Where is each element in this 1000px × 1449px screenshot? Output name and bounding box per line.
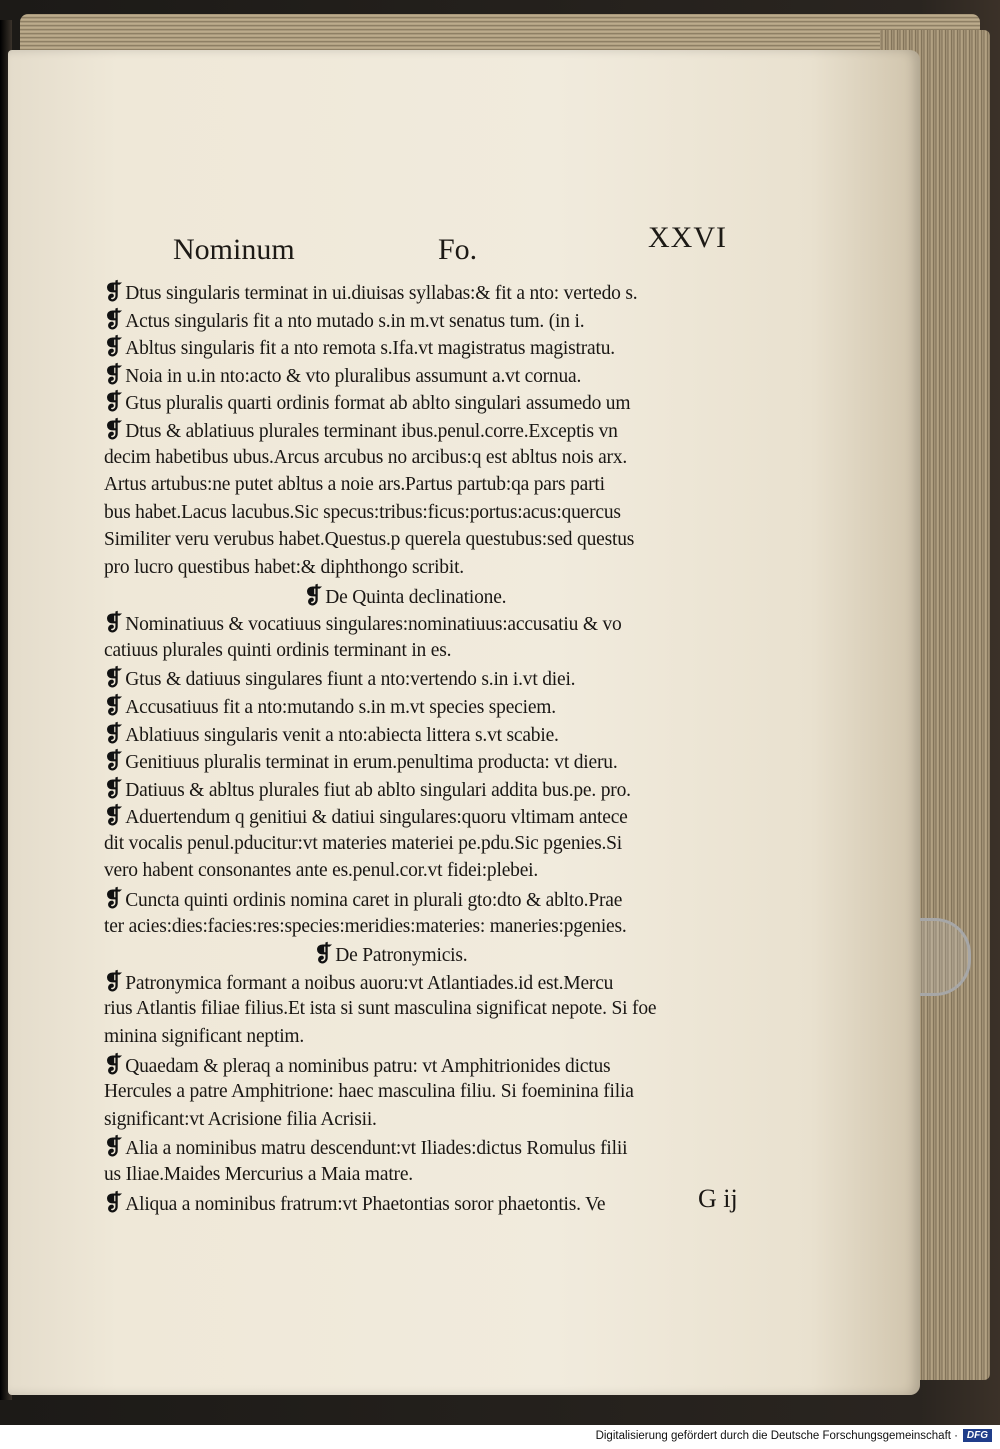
line-text: Alia a nominibus matru descendunt:vt Iliades:dictus Romulus filii — [125, 1138, 628, 1160]
line-text: Similiter veru verubus habet.Questus.p querela questubus:sed questus — [104, 529, 635, 551]
paragraph-mark-icon: ❡ — [104, 775, 123, 801]
line-text: Hercules a patre Amphitrione: haec masculina filiu. Si foeminina filia — [104, 1081, 634, 1103]
line-text: catiuus plurales quinti ordinis terminant in es. — [104, 639, 452, 661]
line-text: pro lucro questibus habet:& diphthongo scribit. — [104, 556, 464, 578]
line-text: Aliqua a nominibus fratrum:vt Phaetontias soror phaetontis. Ve — [125, 1193, 606, 1215]
paragraph-mark-icon: ❡ — [104, 692, 123, 718]
line-text: Abltus singularis fit a nto remota s.Ifa.vt magistratus magistratu. — [125, 338, 615, 360]
text-line — [104, 554, 804, 582]
header-left: Nominum — [173, 233, 295, 266]
text-line — [104, 1078, 804, 1106]
line-text: Noia in u.in nto:acto & vto pluralibus assumunt a.vt cornua. — [125, 365, 582, 387]
line-text: vero habent consonantes ante es.penul.cor.vt fidei:plebei. — [104, 860, 539, 882]
paragraph-mark-icon: ❡ — [104, 416, 123, 442]
line-text: Genitiuus pluralis terminat in erum.penultima producta: vt dieru. — [125, 752, 618, 774]
line-text: minina significant neptim. — [104, 1026, 305, 1048]
line-text: Actus singularis fit a nto mutado s.in m.vt senatus tum. (in i. — [125, 310, 585, 332]
paragraph-mark-icon: ❡ — [104, 748, 123, 774]
text-line — [104, 637, 804, 665]
body-text — [104, 278, 804, 1216]
paragraph-mark-icon: ❡ — [104, 1189, 123, 1215]
text-line — [104, 995, 804, 1023]
text-line — [104, 1051, 804, 1079]
paragraph-mark-icon: ❡ — [104, 334, 123, 360]
paragraph-mark-icon: ❡ — [104, 803, 123, 829]
line-text: bus habet.Lacus lacubus.Sic specus:tribus:ficus:portus:acus:quercus — [104, 501, 621, 523]
text-line — [104, 306, 804, 334]
line-text: Artus artubus:ne putet abltus a noie ars.Partus partub:qa pars parti — [104, 474, 605, 496]
text-line — [104, 333, 804, 361]
header-folio: Fo. — [438, 233, 478, 266]
dfg-logo: DFG — [963, 1429, 992, 1442]
line-text: De Patronymicis. — [335, 945, 468, 967]
text-line — [104, 499, 804, 527]
paragraph-mark-icon: ❡ — [104, 361, 123, 387]
text-line — [104, 692, 804, 720]
line-text: us Iliae.Maides Mercurius a Maia matre. — [104, 1164, 413, 1185]
text-line — [104, 802, 804, 830]
line-text: Gtus & datiuus singulares fiunt a nto:vertendo s.in i.vt diei. — [125, 669, 576, 691]
line-text: Cuncta quinti ordinis nomina caret in plurali gto:dto & ablto.Prae — [125, 890, 623, 912]
text-line — [104, 747, 804, 775]
footer-credit: Digitalisierung gefördert durch die Deutsche Forschungsgemeinschaft · — [595, 1430, 958, 1442]
paragraph-mark-icon: ❡ — [104, 1134, 123, 1160]
text-line — [104, 388, 804, 416]
paragraph-mark-icon: ❡ — [104, 279, 123, 304]
text-line — [104, 885, 804, 913]
text-line — [104, 913, 804, 941]
paragraph-mark-icon: ❡ — [104, 968, 123, 994]
line-text: Quaedam & pleraq a nominibus patru: vt Amphitrionides dictus — [125, 1055, 611, 1077]
paragraph-mark-icon: ❡ — [104, 610, 123, 636]
book-page — [8, 50, 920, 1395]
paragraph-mark-icon: ❡ — [104, 306, 123, 332]
text-line — [104, 416, 804, 444]
header-page-number: XXVI — [648, 221, 727, 254]
line-text: Aduertendum q genitiui & datiui singulares:quoru vltimam antece — [125, 807, 628, 829]
text-line — [104, 1023, 804, 1051]
text-line — [104, 444, 804, 472]
line-text: Dtus singularis terminat in ui.diuisas syllabas:& fit a nto: vertedo s. — [125, 283, 638, 304]
line-text: Ablatiuus singularis venit a nto:abiecta littera s.vt scabie. — [125, 724, 559, 746]
section-heading — [104, 940, 804, 968]
line-text: ter acies:dies:facies:res:species:meridies:materies: maneries:pgenies. — [104, 915, 627, 937]
paragraph-mark-icon: ❡ — [104, 1051, 123, 1077]
text-line — [104, 857, 804, 885]
line-text: significant:vt Acrisione filia Acrisii. — [104, 1108, 377, 1130]
line-text: Gtus pluralis quarti ordinis format ab ablto singulari assumedo um — [125, 393, 631, 415]
paragraph-mark-icon: ❡ — [104, 886, 123, 912]
text-line — [104, 720, 804, 748]
paragraph-mark-icon: ❡ — [104, 389, 123, 415]
text-line — [104, 526, 804, 554]
running-header — [8, 221, 920, 283]
paragraph-mark-icon: ❡ — [314, 941, 333, 967]
text-line — [104, 775, 804, 803]
line-text: Accusatiuus fit a nto:mutando s.in m.vt species speciem. — [125, 696, 556, 718]
text-line — [104, 1133, 804, 1161]
paragraph-mark-icon: ❡ — [104, 720, 123, 746]
line-text: rius Atlantis filiae filius.Et ista si sunt masculina significat nepote. Si foe — [104, 998, 657, 1020]
text-line — [104, 471, 804, 499]
line-text: Dtus & ablatiuus plurales terminant ibus.penul.corre.Exceptis vn — [125, 420, 618, 442]
line-text: decim habetibus ubus.Arcus arcubus no arcibus:q est abltus nois arx. — [104, 446, 628, 468]
text-line — [104, 830, 804, 858]
text-line — [104, 609, 804, 637]
gathering-signature: G ij — [698, 1184, 738, 1213]
text-line — [104, 664, 804, 692]
text-line — [104, 968, 804, 996]
paragraph-mark-icon: ❡ — [304, 582, 323, 608]
section-heading — [104, 582, 804, 610]
line-text: Datiuus & abltus plurales fiut ab ablto singulari addita bus.pe. pro. — [125, 779, 631, 801]
line-text: dit vocalis penul.pducitur:vt materies materiei pe.pdu.Sic pgenies.Si — [104, 832, 622, 854]
text-line — [104, 278, 804, 306]
text-line — [104, 361, 804, 389]
line-text: De Quinta declinatione. — [325, 586, 507, 608]
text-line — [104, 1106, 804, 1134]
paragraph-mark-icon: ❡ — [104, 665, 123, 691]
line-text: Patronymica formant a noibus auoru:vt Atlantiades.id est.Mercu — [125, 972, 614, 994]
line-text: Nominatiuus & vocatiuus singulares:nominatiuus:accusatiu & vo — [125, 614, 622, 636]
footer-bar — [0, 1425, 1000, 1449]
